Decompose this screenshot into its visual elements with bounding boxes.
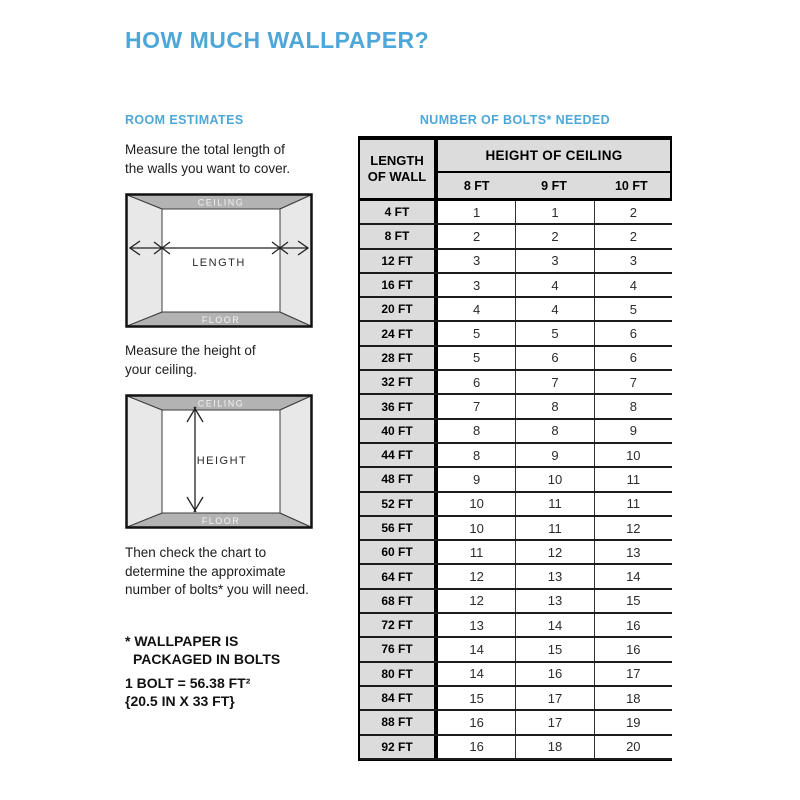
room-length-diagram [125,193,313,328]
length-label: LENGTH [192,257,246,269]
bolt-count-cell: 12 [438,565,516,587]
table-row [360,565,672,589]
table-row [360,493,672,517]
ceiling-label: CEILING [197,398,245,409]
step1-line1: Measure the total length of [125,142,285,157]
bolt-count-cell: 7 [516,371,594,393]
bolt-count-cell: 9 [438,468,516,490]
bolts-table [358,136,672,761]
left-wall [127,396,162,527]
bolt-count-cell: 1 [516,201,594,223]
table-row [360,347,672,371]
bolt-count-cell: 18 [516,736,594,758]
table-row [360,444,672,468]
table-row [360,638,672,662]
wall-length-cell: 40 FT [360,420,438,442]
bolt-count-cell: 13 [438,614,516,636]
col-header-8ft: 8 FT [463,178,490,193]
bolts-needed-heading: NUMBER OF BOLTS* NEEDED [419,113,611,127]
wall-length-cell: 48 FT [360,468,438,490]
step2-instruction [125,342,256,379]
step3-line2: determine the approximate [125,563,286,579]
bolt-count-cell: 17 [516,687,594,709]
step1-line2: the walls you want to cover. [125,160,291,176]
bolt-count-cell: 8 [629,399,637,415]
bolt-spec-line1: 1 BOLT = 56.38 FT² [125,675,251,691]
wall-length-cell: 16 FT [360,274,438,296]
wall-length-cell: 8 FT [360,225,438,247]
bolt-count-cell: 3 [629,253,637,269]
table-row [360,298,672,322]
bolt-count-cell: 5 [629,301,637,317]
bolts-footnote [125,632,280,668]
table-row [360,663,672,687]
bolt-count-cell: 14 [438,638,516,660]
wall-length-cell: 84 FT [360,687,438,709]
bolt-count-cell: 13 [516,590,594,612]
wall-length-cell: 56 FT [360,517,438,539]
bolt-count-cell: 14 [626,569,641,585]
table-row [360,517,672,541]
bolt-count-cell: 9 [629,423,637,439]
table-row [360,541,672,565]
footnote-line1: * WALLPAPER IS [125,633,239,649]
bolt-count-cell: 15 [516,638,594,660]
bolt-count-cell: 15 [438,687,516,709]
bolt-count-cell: 3 [516,250,594,272]
step3-instruction [125,544,309,600]
step2-line1: Measure the height of [125,343,256,358]
bolt-count-cell: 11 [626,496,641,512]
bolt-count-cell: 8 [516,420,594,442]
table-row [360,590,672,614]
bolt-count-cell: 17 [626,666,641,682]
wall-length-cell: 64 FT [360,565,438,587]
length-of-wall-line2: OF WALL [367,169,427,184]
bolt-count-cell: 13 [626,544,641,560]
bolt-count-cell: 11 [626,471,641,487]
bolt-count-cell: 6 [629,350,637,366]
bolt-count-cell: 4 [516,274,594,296]
bolt-table-body [360,201,672,760]
step3-line1: Then check the chart to [125,545,267,560]
bolt-count-cell: 2 [629,228,637,244]
wall-length-cell: 52 FT [360,493,438,515]
bolt-count-cell: 3 [438,274,516,296]
left-wall [127,195,162,326]
wall-length-cell: 68 FT [360,590,438,612]
room-estimates-heading: ROOM ESTIMATES [125,113,244,127]
bolt-count-cell: 8 [516,395,594,417]
wall-length-cell: 20 FT [360,298,438,320]
length-of-wall-header [360,140,438,198]
bolt-count-cell: 5 [516,322,594,344]
table-row [360,201,672,225]
table-row [360,274,672,298]
bolt-count-cell: 11 [516,493,594,515]
height-of-ceiling-group [438,140,670,198]
floor-label: FLOOR [201,516,241,526]
bolt-count-cell: 4 [438,298,516,320]
bolt-count-cell: 8 [438,444,516,466]
table-row [360,420,672,444]
height-of-ceiling-header: HEIGHT OF CEILING [438,140,670,173]
wall-length-cell: 60 FT [360,541,438,563]
bolt-count-cell: 10 [438,517,516,539]
table-header [360,140,672,201]
bolt-count-cell: 14 [438,663,516,685]
bolt-count-cell: 16 [516,663,594,685]
bolt-count-cell: 8 [438,420,516,442]
ceiling-height-columns [438,173,670,198]
bolt-count-cell: 7 [438,395,516,417]
footnote-line2: PACKAGED IN BOLTS [133,651,281,667]
table-row [360,736,672,760]
bolt-count-cell: 1 [438,201,516,223]
wall-length-cell: 4 FT [360,201,438,223]
wall-length-cell: 88 FT [360,711,438,733]
wall-length-cell: 76 FT [360,638,438,660]
bolt-count-cell: 10 [438,493,516,515]
table-row [360,468,672,492]
table-row [360,687,672,711]
table-row [360,250,672,274]
step2-line2: your ceiling. [125,361,198,377]
bolt-count-cell: 7 [629,374,637,390]
bolt-count-cell: 12 [516,541,594,563]
bolt-count-cell: 9 [516,444,594,466]
right-wall [280,195,311,326]
ceiling-height-diagram [125,394,313,529]
wall-length-cell: 72 FT [360,614,438,636]
bolt-count-cell: 11 [438,541,516,563]
floor-label: FLOOR [201,315,241,325]
bolt-count-cell: 6 [516,347,594,369]
wall-length-cell: 92 FT [360,736,438,758]
bolt-count-cell: 12 [438,590,516,612]
bolt-spec [125,674,250,710]
wall-length-cell: 32 FT [360,371,438,393]
height-label: HEIGHT [196,455,248,467]
bolt-count-cell: 16 [626,617,641,633]
table-row [360,225,672,249]
table-row [360,614,672,638]
page-title: HOW MUCH WALLPAPER? [125,27,430,53]
bolt-count-cell: 6 [438,371,516,393]
wall-length-cell: 80 FT [360,663,438,685]
bolt-count-cell: 11 [516,517,594,539]
bolt-count-cell: 16 [438,711,516,733]
bolt-count-cell: 2 [438,225,516,247]
bolt-count-cell: 4 [516,298,594,320]
wall-length-cell: 12 FT [360,250,438,272]
bolt-count-cell: 2 [516,225,594,247]
wall-length-cell: 36 FT [360,395,438,417]
bolt-count-cell: 10 [516,468,594,490]
bolt-count-cell: 3 [438,250,516,272]
bolt-count-cell: 13 [516,565,594,587]
bolt-count-cell: 5 [438,347,516,369]
bolt-count-cell: 12 [626,520,641,536]
table-row [360,322,672,346]
bolt-count-cell: 14 [516,614,594,636]
bolt-count-cell: 5 [438,322,516,344]
bolt-count-cell: 10 [626,447,641,463]
bolt-count-cell: 6 [629,326,637,342]
table-row [360,371,672,395]
table-row [360,395,672,419]
table-row [360,711,672,735]
bolt-spec-line2: {20.5 IN X 33 FT} [125,693,235,709]
bolt-count-cell: 2 [629,204,637,220]
step1-instruction [125,141,290,178]
bolt-count-cell: 4 [629,277,637,293]
bolt-count-cell: 15 [626,593,641,609]
bolt-count-cell: 20 [626,739,641,755]
col-header-10ft: 10 FT [614,178,648,193]
right-wall [280,396,311,527]
length-of-wall-line1: LENGTH [370,153,424,168]
bolt-count-cell: 19 [626,714,641,730]
wall-length-cell: 24 FT [360,322,438,344]
bolt-count-cell: 18 [626,690,641,706]
bolt-count-cell: 16 [438,736,516,758]
step3-line3: number of bolts* you will need. [125,582,309,597]
wall-length-cell: 28 FT [360,347,438,369]
ceiling-label: CEILING [197,197,245,208]
bolt-count-cell: 17 [516,711,594,733]
col-header-9ft: 9 FT [541,178,567,193]
bolt-count-cell: 16 [626,641,641,657]
wall-length-cell: 44 FT [360,444,438,466]
